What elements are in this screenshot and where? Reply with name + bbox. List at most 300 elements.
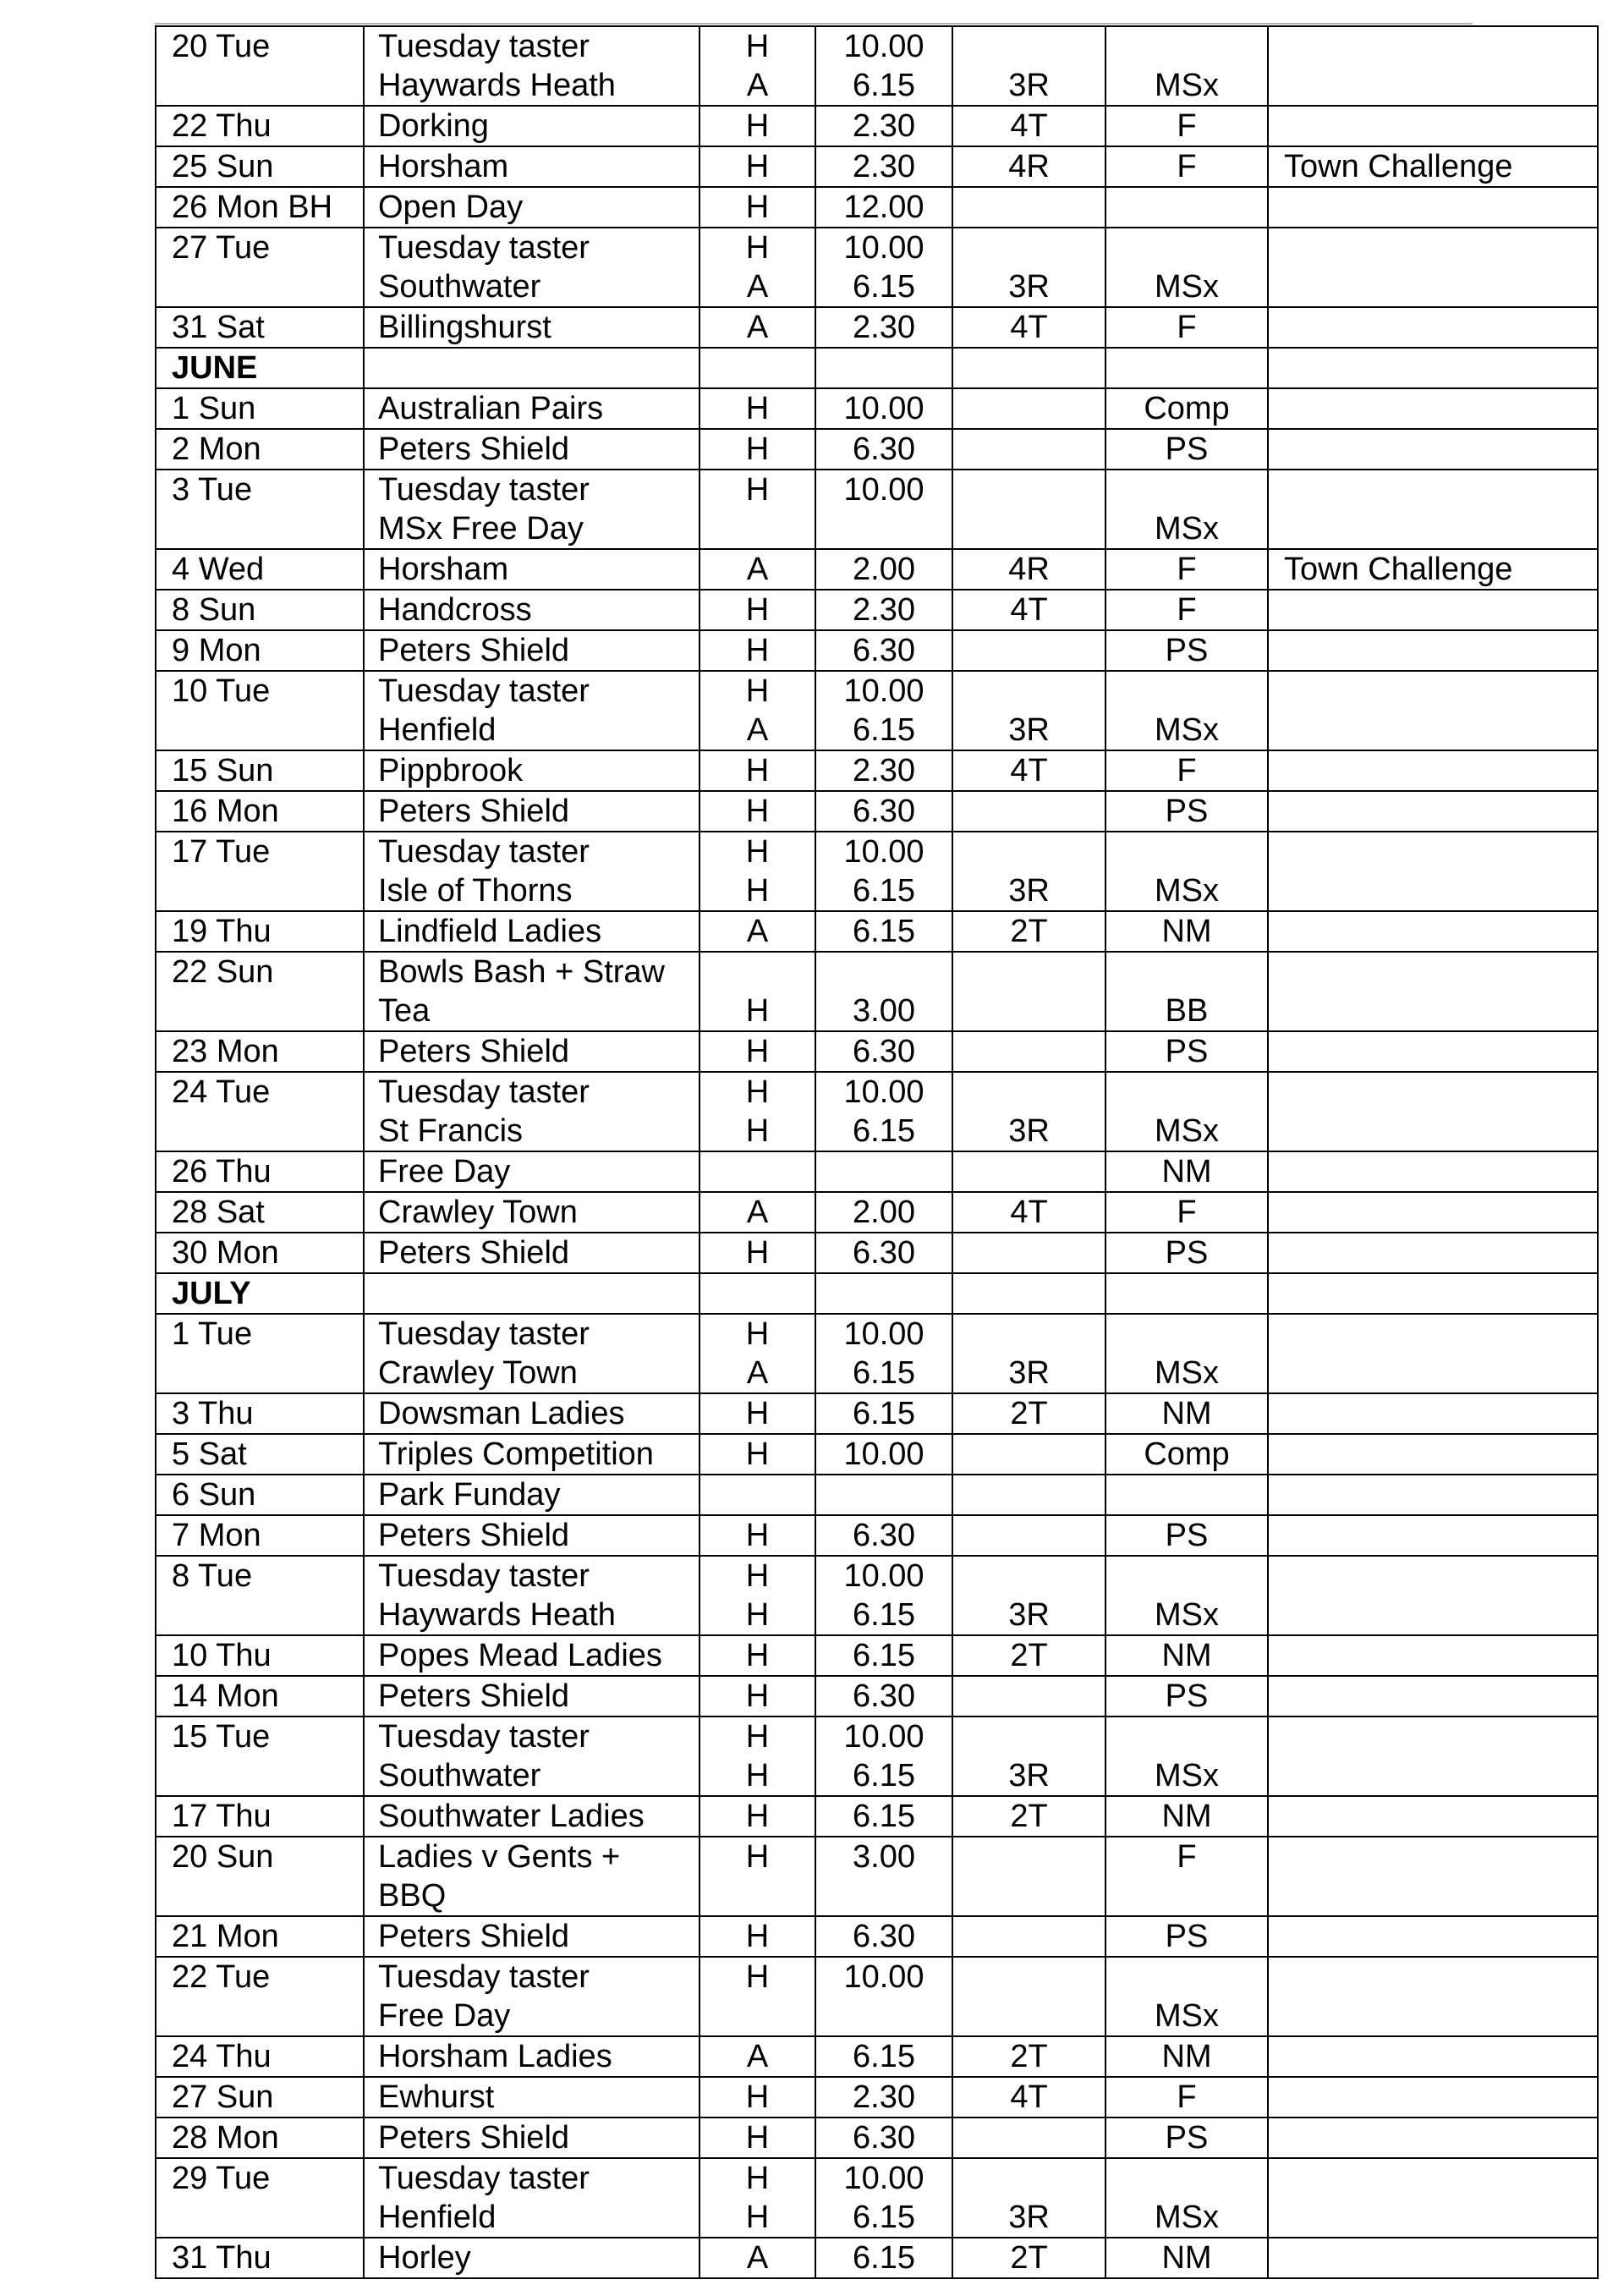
- date-cell: 7 Mon: [156, 1515, 364, 1556]
- note-cell: [1268, 832, 1598, 911]
- type-cell: MSx: [1106, 470, 1268, 549]
- time-cell: 6.30: [815, 791, 952, 832]
- event-cell: Australian Pairs: [364, 388, 700, 429]
- event-cell: Tuesday taster Haywards Heath: [364, 1556, 700, 1635]
- event-cell: Tuesday taster Isle of Thorns: [364, 832, 700, 911]
- venue-cell: [700, 1475, 815, 1515]
- fixture-row: [156, 1676, 1598, 1717]
- event-cell: Ewhurst: [364, 2077, 700, 2117]
- fixture-row: [156, 228, 1598, 307]
- time-cell: 10.00 6.15: [815, 2158, 952, 2238]
- date-cell: 24 Thu: [156, 2036, 364, 2077]
- venue-cell: H: [700, 1676, 815, 1717]
- type-cell: PS: [1106, 1916, 1268, 1957]
- time-cell: 6.30: [815, 630, 952, 671]
- note-cell: [1268, 1556, 1598, 1635]
- format-cell: 4R: [952, 549, 1106, 590]
- time-cell: 6.30: [815, 2117, 952, 2158]
- venue-cell: H: [700, 952, 815, 1031]
- format-cell: 3R: [952, 228, 1106, 307]
- note-cell: [1268, 187, 1598, 228]
- type-cell: F: [1106, 106, 1268, 146]
- type-cell: PS: [1106, 1233, 1268, 1273]
- date-cell: 27 Sun: [156, 2077, 364, 2117]
- date-cell: 17 Tue: [156, 832, 364, 911]
- type-cell: [1106, 187, 1268, 228]
- format-cell: 4T: [952, 590, 1106, 630]
- fixture-row: [156, 750, 1598, 791]
- note-cell: [1268, 1393, 1598, 1434]
- type-cell: F: [1106, 750, 1268, 791]
- format-cell: [952, 1515, 1106, 1556]
- time-cell: [815, 1273, 952, 1314]
- time-cell: 10.00 6.15: [815, 1072, 952, 1151]
- fixture-row: [156, 470, 1598, 549]
- date-cell: 8 Tue: [156, 1556, 364, 1635]
- event-cell: Tuesday taster Free Day: [364, 1957, 700, 2036]
- date-cell: 10 Tue: [156, 671, 364, 750]
- event-cell: Open Day: [364, 187, 700, 228]
- note-cell: [1268, 1031, 1598, 1072]
- event-cell: Horsham: [364, 549, 700, 590]
- venue-cell: H: [700, 1233, 815, 1273]
- time-cell: [815, 1475, 952, 1515]
- date-cell: 14 Mon: [156, 1676, 364, 1717]
- venue-cell: A: [700, 1192, 815, 1233]
- fixture-row: [156, 1556, 1598, 1635]
- fixture-row: [156, 1072, 1598, 1151]
- format-cell: [952, 1273, 1106, 1314]
- type-cell: F: [1106, 590, 1268, 630]
- date-cell: 25 Sun: [156, 146, 364, 187]
- event-cell: Triples Competition: [364, 1434, 700, 1475]
- note-cell: [1268, 388, 1598, 429]
- venue-cell: H: [700, 146, 815, 187]
- event-cell: Peters Shield: [364, 1233, 700, 1273]
- time-cell: 6.15: [815, 1796, 952, 1837]
- time-cell: 6.15: [815, 2238, 952, 2278]
- date-cell: 2 Mon: [156, 429, 364, 470]
- note-cell: [1268, 228, 1598, 307]
- format-cell: [952, 1434, 1106, 1475]
- time-cell: 6.30: [815, 1676, 952, 1717]
- type-cell: MSx: [1106, 2158, 1268, 2238]
- time-cell: 2.30: [815, 307, 952, 348]
- event-cell: Dowsman Ladies: [364, 1393, 700, 1434]
- event-cell: Tuesday taster St Francis: [364, 1072, 700, 1151]
- date-cell: 1 Sun: [156, 388, 364, 429]
- event-cell: Peters Shield: [364, 429, 700, 470]
- format-cell: 4T: [952, 106, 1106, 146]
- note-cell: [1268, 911, 1598, 952]
- type-cell: [1106, 348, 1268, 388]
- venue-cell: H: [700, 1635, 815, 1676]
- venue-cell: A: [700, 2238, 815, 2278]
- time-cell: 10.00 6.15: [815, 1717, 952, 1796]
- format-cell: 2T: [952, 1635, 1106, 1676]
- type-cell: MSx: [1106, 1957, 1268, 2036]
- event-cell: Park Funday: [364, 1475, 700, 1515]
- format-cell: 3R: [952, 1314, 1106, 1393]
- top-rule: [155, 23, 1473, 25]
- time-cell: 10.00: [815, 1957, 952, 2036]
- note-cell: [1268, 1151, 1598, 1192]
- event-cell: Crawley Town: [364, 1192, 700, 1233]
- note-cell: [1268, 1515, 1598, 1556]
- type-cell: NM: [1106, 911, 1268, 952]
- venue-cell: A: [700, 2036, 815, 2077]
- note-cell: [1268, 671, 1598, 750]
- time-cell: 3.00: [815, 952, 952, 1031]
- format-cell: [952, 630, 1106, 671]
- event-cell: Peters Shield: [364, 1676, 700, 1717]
- type-cell: MSx: [1106, 26, 1268, 106]
- type-cell: PS: [1106, 429, 1268, 470]
- event-cell: Peters Shield: [364, 2117, 700, 2158]
- format-cell: 2T: [952, 1796, 1106, 1837]
- note-cell: [1268, 2036, 1598, 2077]
- event-cell: Horsham Ladies: [364, 2036, 700, 2077]
- note-cell: [1268, 630, 1598, 671]
- venue-cell: [700, 1151, 815, 1192]
- format-cell: [952, 1676, 1106, 1717]
- note-cell: Town Challenge: [1268, 146, 1598, 187]
- type-cell: MSx: [1106, 1556, 1268, 1635]
- fixture-row: [156, 1635, 1598, 1676]
- venue-cell: H: [700, 630, 815, 671]
- event-cell: Southwater Ladies: [364, 1796, 700, 1837]
- type-cell: PS: [1106, 1031, 1268, 1072]
- note-cell: [1268, 1314, 1598, 1393]
- date-cell: 26 Thu: [156, 1151, 364, 1192]
- event-cell: Tuesday taster Henfield: [364, 2158, 700, 2238]
- event-cell: [364, 348, 700, 388]
- date-cell: 28 Sat: [156, 1192, 364, 1233]
- fixture-row: [156, 2036, 1598, 2077]
- fixture-row: [156, 1475, 1598, 1515]
- date-cell: 16 Mon: [156, 791, 364, 832]
- note-cell: [1268, 791, 1598, 832]
- time-cell: 2.00: [815, 549, 952, 590]
- time-cell: 2.30: [815, 590, 952, 630]
- note-cell: [1268, 2158, 1598, 2238]
- note-cell: [1268, 1676, 1598, 1717]
- venue-cell: H A: [700, 1314, 815, 1393]
- event-cell: Tuesday taster Southwater: [364, 228, 700, 307]
- time-cell: 10.00: [815, 388, 952, 429]
- type-cell: BB: [1106, 952, 1268, 1031]
- event-cell: Ladies v Gents + BBQ: [364, 1837, 700, 1916]
- venue-cell: H: [700, 429, 815, 470]
- venue-cell: H H: [700, 1717, 815, 1796]
- event-cell: Peters Shield: [364, 1515, 700, 1556]
- event-cell: Handcross: [364, 590, 700, 630]
- event-cell: Peters Shield: [364, 1916, 700, 1957]
- time-cell: 2.30: [815, 750, 952, 791]
- note-cell: [1268, 1072, 1598, 1151]
- date-cell: 5 Sat: [156, 1434, 364, 1475]
- date-cell: 27 Tue: [156, 228, 364, 307]
- type-cell: NM: [1106, 1393, 1268, 1434]
- date-cell: 3 Thu: [156, 1393, 364, 1434]
- type-cell: MSx: [1106, 832, 1268, 911]
- time-cell: 10.00 6.15: [815, 1314, 952, 1393]
- format-cell: 3R: [952, 832, 1106, 911]
- fixture-row: [156, 1916, 1598, 1957]
- format-cell: [952, 348, 1106, 388]
- fixture-row: [156, 2077, 1598, 2117]
- venue-cell: H: [700, 2117, 815, 2158]
- venue-cell: A: [700, 549, 815, 590]
- time-cell: 6.30: [815, 1515, 952, 1556]
- format-cell: 3R: [952, 1717, 1106, 1796]
- note-cell: [1268, 429, 1598, 470]
- note-cell: [1268, 952, 1598, 1031]
- type-cell: F: [1106, 549, 1268, 590]
- fixture-row: [156, 2158, 1598, 2238]
- type-cell: PS: [1106, 2117, 1268, 2158]
- time-cell: 10.00 6.15: [815, 228, 952, 307]
- fixture-row: [156, 187, 1598, 228]
- venue-cell: H H: [700, 1072, 815, 1151]
- type-cell: F: [1106, 1837, 1268, 1916]
- fixture-row: [156, 1796, 1598, 1837]
- time-cell: 2.30: [815, 2077, 952, 2117]
- fixture-row: [156, 1434, 1598, 1475]
- note-cell: [1268, 1233, 1598, 1273]
- note-cell: [1268, 1837, 1598, 1916]
- type-cell: NM: [1106, 2238, 1268, 2278]
- time-cell: 6.15: [815, 911, 952, 952]
- note-cell: [1268, 2077, 1598, 2117]
- format-cell: 4T: [952, 2077, 1106, 2117]
- date-cell: 29 Tue: [156, 2158, 364, 2238]
- month-label: JUNE: [156, 348, 364, 388]
- date-cell: 31 Sat: [156, 307, 364, 348]
- venue-cell: H: [700, 791, 815, 832]
- format-cell: [952, 388, 1106, 429]
- type-cell: MSx: [1106, 228, 1268, 307]
- type-cell: PS: [1106, 1515, 1268, 1556]
- fixture-row: [156, 106, 1598, 146]
- venue-cell: H: [700, 2077, 815, 2117]
- fixture-row: [156, 1233, 1598, 1273]
- date-cell: 26 Mon BH: [156, 187, 364, 228]
- fixture-row: [156, 1314, 1598, 1393]
- fixture-row: [156, 1837, 1598, 1916]
- fixture-row: [156, 429, 1598, 470]
- time-cell: [815, 348, 952, 388]
- format-cell: 3R: [952, 671, 1106, 750]
- note-cell: [1268, 1192, 1598, 1233]
- date-cell: 8 Sun: [156, 590, 364, 630]
- time-cell: 2.30: [815, 146, 952, 187]
- event-cell: Peters Shield: [364, 630, 700, 671]
- event-cell: Free Day: [364, 1151, 700, 1192]
- note-cell: [1268, 1635, 1598, 1676]
- date-cell: 23 Mon: [156, 1031, 364, 1072]
- note-cell: [1268, 750, 1598, 791]
- type-cell: PS: [1106, 1676, 1268, 1717]
- venue-cell: H: [700, 1515, 815, 1556]
- format-cell: [952, 791, 1106, 832]
- fixture-row: [156, 952, 1598, 1031]
- date-cell: 15 Tue: [156, 1717, 364, 1796]
- fixture-row: [156, 1031, 1598, 1072]
- date-cell: 21 Mon: [156, 1916, 364, 1957]
- venue-cell: H: [700, 750, 815, 791]
- note-cell: [1268, 26, 1598, 106]
- event-cell: Pippbrook: [364, 750, 700, 791]
- date-cell: 24 Tue: [156, 1072, 364, 1151]
- fixture-row: [156, 671, 1598, 750]
- date-cell: 30 Mon: [156, 1233, 364, 1273]
- event-cell: Lindfield Ladies: [364, 911, 700, 952]
- time-cell: 6.30: [815, 1031, 952, 1072]
- type-cell: MSx: [1106, 1072, 1268, 1151]
- type-cell: Comp: [1106, 1434, 1268, 1475]
- fixture-row: [156, 1515, 1598, 1556]
- fixture-row: [156, 1192, 1598, 1233]
- date-cell: 31 Thu: [156, 2238, 364, 2278]
- type-cell: PS: [1106, 791, 1268, 832]
- event-cell: Horley: [364, 2238, 700, 2278]
- venue-cell: H A: [700, 228, 815, 307]
- month-header-row: [156, 1273, 1598, 1314]
- time-cell: 10.00 6.15: [815, 671, 952, 750]
- date-cell: 15 Sun: [156, 750, 364, 791]
- fixture-row: [156, 1393, 1598, 1434]
- month-header-row: [156, 348, 1598, 388]
- type-cell: NM: [1106, 1796, 1268, 1837]
- type-cell: [1106, 1475, 1268, 1515]
- event-cell: Tuesday taster Haywards Heath: [364, 26, 700, 106]
- date-cell: 3 Tue: [156, 470, 364, 549]
- time-cell: 2.00: [815, 1192, 952, 1233]
- time-cell: 10.00 6.15: [815, 1556, 952, 1635]
- fixture-row: [156, 791, 1598, 832]
- type-cell: PS: [1106, 630, 1268, 671]
- type-cell: NM: [1106, 1635, 1268, 1676]
- time-cell: 3.00: [815, 1837, 952, 1916]
- format-cell: 2T: [952, 2238, 1106, 2278]
- note-cell: Town Challenge: [1268, 549, 1598, 590]
- type-cell: F: [1106, 2077, 1268, 2117]
- time-cell: 10.00 6.15: [815, 26, 952, 106]
- date-cell: 20 Sun: [156, 1837, 364, 1916]
- format-cell: 2T: [952, 2036, 1106, 2077]
- note-cell: [1268, 1796, 1598, 1837]
- venue-cell: H: [700, 1434, 815, 1475]
- date-cell: 4 Wed: [156, 549, 364, 590]
- time-cell: 6.30: [815, 1233, 952, 1273]
- time-cell: 6.15: [815, 1635, 952, 1676]
- event-cell: Popes Mead Ladies: [364, 1635, 700, 1676]
- venue-cell: H: [700, 1031, 815, 1072]
- format-cell: 2T: [952, 911, 1106, 952]
- time-cell: 6.15: [815, 1393, 952, 1434]
- fixture-row: [156, 1151, 1598, 1192]
- time-cell: 10.00: [815, 1434, 952, 1475]
- venue-cell: H H: [700, 1556, 815, 1635]
- venue-cell: H: [700, 590, 815, 630]
- event-cell: Tuesday taster Southwater: [364, 1717, 700, 1796]
- event-cell: Peters Shield: [364, 1031, 700, 1072]
- fixture-table: [155, 25, 1599, 2279]
- note-cell: [1268, 590, 1598, 630]
- event-cell: [364, 1273, 700, 1314]
- venue-cell: A: [700, 911, 815, 952]
- event-cell: Tuesday taster MSx Free Day: [364, 470, 700, 549]
- note-cell: [1268, 1916, 1598, 1957]
- format-cell: [952, 470, 1106, 549]
- fixture-row: [156, 590, 1598, 630]
- venue-cell: H: [700, 1916, 815, 1957]
- format-cell: [952, 1837, 1106, 1916]
- venue-cell: H: [700, 1393, 815, 1434]
- note-cell: [1268, 307, 1598, 348]
- time-cell: 6.15: [815, 2036, 952, 2077]
- time-cell: [815, 1151, 952, 1192]
- format-cell: [952, 952, 1106, 1031]
- event-cell: Billingshurst: [364, 307, 700, 348]
- date-cell: 22 Tue: [156, 1957, 364, 2036]
- fixture-table-body: [156, 26, 1598, 2278]
- venue-cell: [700, 348, 815, 388]
- event-cell: Bowls Bash + Straw Tea: [364, 952, 700, 1031]
- date-cell: 17 Thu: [156, 1796, 364, 1837]
- date-cell: 1 Tue: [156, 1314, 364, 1393]
- event-cell: Dorking: [364, 106, 700, 146]
- format-cell: [952, 2117, 1106, 2158]
- format-cell: 4T: [952, 750, 1106, 791]
- type-cell: NM: [1106, 1151, 1268, 1192]
- event-cell: Peters Shield: [364, 791, 700, 832]
- note-cell: [1268, 1717, 1598, 1796]
- format-cell: 4R: [952, 146, 1106, 187]
- venue-cell: H: [700, 1837, 815, 1916]
- date-cell: 19 Thu: [156, 911, 364, 952]
- time-cell: 6.30: [815, 429, 952, 470]
- note-cell: [1268, 106, 1598, 146]
- type-cell: F: [1106, 307, 1268, 348]
- format-cell: 3R: [952, 1556, 1106, 1635]
- fixture-row: [156, 307, 1598, 348]
- date-cell: 9 Mon: [156, 630, 364, 671]
- note-cell: [1268, 470, 1598, 549]
- format-cell: 3R: [952, 26, 1106, 106]
- event-cell: Horsham: [364, 146, 700, 187]
- note-cell: [1268, 2117, 1598, 2158]
- venue-cell: H H: [700, 832, 815, 911]
- venue-cell: H: [700, 106, 815, 146]
- venue-cell: H: [700, 1957, 815, 2036]
- type-cell: [1106, 1273, 1268, 1314]
- time-cell: 10.00: [815, 470, 952, 549]
- time-cell: 2.30: [815, 106, 952, 146]
- time-cell: 10.00 6.15: [815, 832, 952, 911]
- venue-cell: H A: [700, 26, 815, 106]
- format-cell: 2T: [952, 1393, 1106, 1434]
- venue-cell: H H: [700, 2158, 815, 2238]
- format-cell: [952, 1957, 1106, 2036]
- type-cell: F: [1106, 1192, 1268, 1233]
- type-cell: MSx: [1106, 1717, 1268, 1796]
- venue-cell: A: [700, 307, 815, 348]
- type-cell: MSx: [1106, 1314, 1268, 1393]
- fixture-row: [156, 630, 1598, 671]
- fixture-row: [156, 549, 1598, 590]
